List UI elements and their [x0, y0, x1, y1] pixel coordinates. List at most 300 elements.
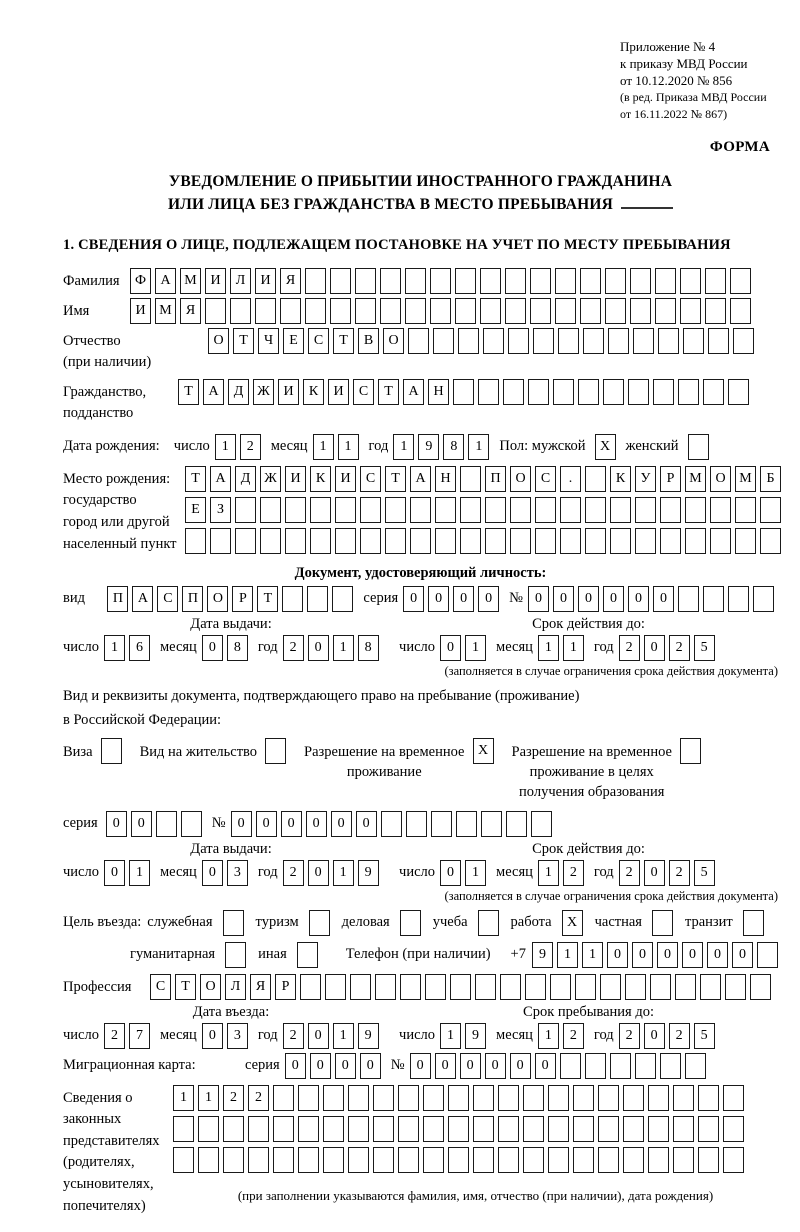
- char-cell[interactable]: [300, 974, 321, 1000]
- char-cell[interactable]: А: [155, 268, 176, 294]
- char-cell[interactable]: [423, 1147, 444, 1173]
- char-cell[interactable]: [355, 298, 376, 324]
- char-cell[interactable]: С: [150, 974, 171, 1000]
- char-cell[interactable]: 5: [694, 860, 715, 886]
- char-cell[interactable]: [580, 298, 601, 324]
- char-cell[interactable]: [528, 379, 549, 405]
- char-cell[interactable]: [723, 1116, 744, 1142]
- char-cell[interactable]: 8: [358, 635, 379, 661]
- char-cell[interactable]: [608, 328, 629, 354]
- char-cell[interactable]: 0: [578, 586, 599, 612]
- char-cell[interactable]: Д: [228, 379, 249, 405]
- char-cell[interactable]: 0: [131, 811, 152, 837]
- char-cell[interactable]: З: [210, 497, 231, 523]
- char-cell[interactable]: Е: [283, 328, 304, 354]
- char-cell[interactable]: [660, 1053, 681, 1079]
- char-cell[interactable]: Р: [275, 974, 296, 1000]
- char-cell[interactable]: [455, 268, 476, 294]
- char-cell[interactable]: 8: [443, 434, 464, 460]
- char-cell[interactable]: [185, 528, 206, 554]
- char-cell[interactable]: 0: [281, 811, 302, 837]
- char-cell[interactable]: [431, 811, 452, 837]
- char-cell[interactable]: [498, 1147, 519, 1173]
- char-cell[interactable]: Д: [235, 466, 256, 492]
- char-cell[interactable]: [408, 328, 429, 354]
- char-cell[interactable]: 0: [644, 1023, 665, 1049]
- char-cell[interactable]: 0: [231, 811, 252, 837]
- char-cell[interactable]: [703, 586, 724, 612]
- char-cell[interactable]: М: [155, 298, 176, 324]
- char-cell[interactable]: 1: [465, 860, 486, 886]
- char-cell[interactable]: 2: [563, 860, 584, 886]
- char-cell[interactable]: [635, 528, 656, 554]
- char-cell[interactable]: Т: [257, 586, 278, 612]
- char-cell[interactable]: 2: [669, 860, 690, 886]
- char-cell[interactable]: М: [685, 466, 706, 492]
- char-cell[interactable]: 1: [338, 434, 359, 460]
- char-cell[interactable]: [480, 268, 501, 294]
- char-cell[interactable]: 0: [632, 942, 653, 968]
- char-cell[interactable]: 0: [428, 586, 449, 612]
- char-cell[interactable]: Р: [660, 466, 681, 492]
- char-cell[interactable]: Ф: [130, 268, 151, 294]
- char-cell[interactable]: [698, 1116, 719, 1142]
- char-cell[interactable]: [305, 298, 326, 324]
- char-cell[interactable]: 0: [256, 811, 277, 837]
- char-cell[interactable]: [735, 528, 756, 554]
- char-cell[interactable]: [558, 328, 579, 354]
- char-cell[interactable]: М: [735, 466, 756, 492]
- char-cell[interactable]: 0: [644, 635, 665, 661]
- char-cell[interactable]: 1: [440, 1023, 461, 1049]
- purpose-business-checkbox[interactable]: [400, 910, 421, 936]
- char-cell[interactable]: 0: [707, 942, 728, 968]
- char-cell[interactable]: [523, 1085, 544, 1111]
- char-cell[interactable]: Т: [185, 466, 206, 492]
- char-cell[interactable]: 0: [478, 586, 499, 612]
- char-cell[interactable]: [398, 1147, 419, 1173]
- char-cell[interactable]: [730, 268, 751, 294]
- char-cell[interactable]: [506, 811, 527, 837]
- char-cell[interactable]: [760, 497, 781, 523]
- gender-male-checkbox[interactable]: X: [595, 434, 616, 460]
- char-cell[interactable]: 2: [248, 1085, 269, 1111]
- char-cell[interactable]: 0: [106, 811, 127, 837]
- char-cell[interactable]: [653, 379, 674, 405]
- char-cell[interactable]: [750, 974, 771, 1000]
- char-cell[interactable]: [548, 1085, 569, 1111]
- char-cell[interactable]: [530, 298, 551, 324]
- char-cell[interactable]: [173, 1116, 194, 1142]
- char-cell[interactable]: [705, 268, 726, 294]
- char-cell[interactable]: [555, 268, 576, 294]
- char-cell[interactable]: [405, 298, 426, 324]
- char-cell[interactable]: [735, 497, 756, 523]
- char-cell[interactable]: [635, 497, 656, 523]
- char-cell[interactable]: [430, 298, 451, 324]
- char-cell[interactable]: 2: [283, 635, 304, 661]
- char-cell[interactable]: Л: [230, 268, 251, 294]
- char-cell[interactable]: 0: [308, 860, 329, 886]
- char-cell[interactable]: А: [403, 379, 424, 405]
- char-cell[interactable]: [760, 528, 781, 554]
- char-cell[interactable]: [728, 379, 749, 405]
- char-cell[interactable]: [610, 497, 631, 523]
- char-cell[interactable]: [680, 298, 701, 324]
- char-cell[interactable]: 1: [538, 860, 559, 886]
- char-cell[interactable]: 9: [532, 942, 553, 968]
- char-cell[interactable]: 5: [694, 1023, 715, 1049]
- char-cell[interactable]: [703, 379, 724, 405]
- char-cell[interactable]: [280, 298, 301, 324]
- char-cell[interactable]: И: [278, 379, 299, 405]
- char-cell[interactable]: 1: [557, 942, 578, 968]
- char-cell[interactable]: 0: [335, 1053, 356, 1079]
- char-cell[interactable]: 0: [553, 586, 574, 612]
- char-cell[interactable]: [658, 328, 679, 354]
- char-cell[interactable]: 0: [644, 860, 665, 886]
- char-cell[interactable]: [373, 1147, 394, 1173]
- char-cell[interactable]: 0: [460, 1053, 481, 1079]
- char-cell[interactable]: [635, 1053, 656, 1079]
- purpose-private-checkbox[interactable]: [652, 910, 673, 936]
- char-cell[interactable]: [655, 298, 676, 324]
- char-cell[interactable]: 1: [333, 635, 354, 661]
- char-cell[interactable]: [723, 1147, 744, 1173]
- char-cell[interactable]: [531, 811, 552, 837]
- char-cell[interactable]: [381, 811, 402, 837]
- char-cell[interactable]: Н: [428, 379, 449, 405]
- char-cell[interactable]: Я: [280, 268, 301, 294]
- char-cell[interactable]: [505, 268, 526, 294]
- purpose-transit-checkbox[interactable]: [743, 910, 764, 936]
- char-cell[interactable]: 0: [356, 811, 377, 837]
- char-cell[interactable]: 0: [403, 586, 424, 612]
- char-cell[interactable]: [260, 528, 281, 554]
- char-cell[interactable]: Ч: [258, 328, 279, 354]
- char-cell[interactable]: [525, 974, 546, 1000]
- purpose-study-checkbox[interactable]: [478, 910, 499, 936]
- char-cell[interactable]: [698, 1085, 719, 1111]
- char-cell[interactable]: [448, 1116, 469, 1142]
- char-cell[interactable]: [425, 974, 446, 1000]
- char-cell[interactable]: [625, 974, 646, 1000]
- char-cell[interactable]: 3: [227, 860, 248, 886]
- char-cell[interactable]: О: [208, 328, 229, 354]
- char-cell[interactable]: [485, 528, 506, 554]
- char-cell[interactable]: [535, 528, 556, 554]
- char-cell[interactable]: [683, 328, 704, 354]
- char-cell[interactable]: 8: [227, 635, 248, 661]
- visa-checkbox[interactable]: [101, 738, 122, 764]
- char-cell[interactable]: О: [200, 974, 221, 1000]
- char-cell[interactable]: С: [157, 586, 178, 612]
- char-cell[interactable]: 1: [563, 635, 584, 661]
- char-cell[interactable]: [610, 528, 631, 554]
- char-cell[interactable]: [505, 298, 526, 324]
- char-cell[interactable]: 2: [619, 860, 640, 886]
- char-cell[interactable]: К: [303, 379, 324, 405]
- char-cell[interactable]: [335, 497, 356, 523]
- char-cell[interactable]: [700, 974, 721, 1000]
- char-cell[interactable]: [523, 1116, 544, 1142]
- char-cell[interactable]: [498, 1085, 519, 1111]
- char-cell[interactable]: О: [207, 586, 228, 612]
- char-cell[interactable]: П: [107, 586, 128, 612]
- char-cell[interactable]: [530, 268, 551, 294]
- char-cell[interactable]: [480, 298, 501, 324]
- char-cell[interactable]: [733, 328, 754, 354]
- char-cell[interactable]: [705, 298, 726, 324]
- char-cell[interactable]: [560, 528, 581, 554]
- char-cell[interactable]: [600, 974, 621, 1000]
- char-cell[interactable]: [728, 586, 749, 612]
- char-cell[interactable]: 0: [435, 1053, 456, 1079]
- char-cell[interactable]: А: [210, 466, 231, 492]
- char-cell[interactable]: 1: [104, 635, 125, 661]
- char-cell[interactable]: [685, 497, 706, 523]
- char-cell[interactable]: 0: [607, 942, 628, 968]
- char-cell[interactable]: 1: [582, 942, 603, 968]
- char-cell[interactable]: 0: [453, 586, 474, 612]
- char-cell[interactable]: [453, 379, 474, 405]
- char-cell[interactable]: [623, 1147, 644, 1173]
- char-cell[interactable]: И: [285, 466, 306, 492]
- char-cell[interactable]: [553, 379, 574, 405]
- char-cell[interactable]: [603, 379, 624, 405]
- char-cell[interactable]: [673, 1085, 694, 1111]
- char-cell[interactable]: [710, 528, 731, 554]
- char-cell[interactable]: [223, 1116, 244, 1142]
- char-cell[interactable]: 9: [418, 434, 439, 460]
- char-cell[interactable]: А: [410, 466, 431, 492]
- char-cell[interactable]: И: [130, 298, 151, 324]
- char-cell[interactable]: [708, 328, 729, 354]
- char-cell[interactable]: [578, 379, 599, 405]
- char-cell[interactable]: 3: [227, 1023, 248, 1049]
- char-cell[interactable]: 9: [465, 1023, 486, 1049]
- char-cell[interactable]: [481, 811, 502, 837]
- char-cell[interactable]: [298, 1147, 319, 1173]
- char-cell[interactable]: [730, 298, 751, 324]
- char-cell[interactable]: [598, 1085, 619, 1111]
- char-cell[interactable]: [460, 466, 481, 492]
- char-cell[interactable]: 0: [440, 860, 461, 886]
- char-cell[interactable]: [685, 1053, 706, 1079]
- char-cell[interactable]: [423, 1085, 444, 1111]
- char-cell[interactable]: Т: [333, 328, 354, 354]
- char-cell[interactable]: Р: [232, 586, 253, 612]
- char-cell[interactable]: [573, 1147, 594, 1173]
- char-cell[interactable]: Т: [175, 974, 196, 1000]
- char-cell[interactable]: С: [360, 466, 381, 492]
- char-cell[interactable]: 1: [538, 1023, 559, 1049]
- char-cell[interactable]: [433, 328, 454, 354]
- char-cell[interactable]: [458, 328, 479, 354]
- char-cell[interactable]: 1: [313, 434, 334, 460]
- char-cell[interactable]: [448, 1147, 469, 1173]
- char-cell[interactable]: 0: [535, 1053, 556, 1079]
- char-cell[interactable]: [456, 811, 477, 837]
- char-cell[interactable]: 5: [694, 635, 715, 661]
- char-cell[interactable]: [475, 974, 496, 1000]
- char-cell[interactable]: [210, 528, 231, 554]
- purpose-other-checkbox[interactable]: [297, 942, 318, 968]
- char-cell[interactable]: 2: [283, 1023, 304, 1049]
- char-cell[interactable]: 1: [198, 1085, 219, 1111]
- char-cell[interactable]: [285, 497, 306, 523]
- char-cell[interactable]: О: [383, 328, 404, 354]
- char-cell[interactable]: У: [635, 466, 656, 492]
- char-cell[interactable]: 2: [283, 860, 304, 886]
- char-cell[interactable]: 0: [285, 1053, 306, 1079]
- char-cell[interactable]: [500, 974, 521, 1000]
- char-cell[interactable]: Я: [250, 974, 271, 1000]
- char-cell[interactable]: [508, 328, 529, 354]
- char-cell[interactable]: [548, 1147, 569, 1173]
- char-cell[interactable]: Т: [178, 379, 199, 405]
- char-cell[interactable]: [678, 379, 699, 405]
- char-cell[interactable]: [660, 497, 681, 523]
- residence-permit-checkbox[interactable]: [265, 738, 286, 764]
- char-cell[interactable]: М: [180, 268, 201, 294]
- char-cell[interactable]: [555, 298, 576, 324]
- char-cell[interactable]: П: [485, 466, 506, 492]
- char-cell[interactable]: О: [510, 466, 531, 492]
- char-cell[interactable]: [335, 528, 356, 554]
- char-cell[interactable]: [406, 811, 427, 837]
- char-cell[interactable]: [273, 1147, 294, 1173]
- char-cell[interactable]: [648, 1085, 669, 1111]
- char-cell[interactable]: Ж: [253, 379, 274, 405]
- char-cell[interactable]: [648, 1116, 669, 1142]
- char-cell[interactable]: [305, 268, 326, 294]
- char-cell[interactable]: Я: [180, 298, 201, 324]
- char-cell[interactable]: [585, 466, 606, 492]
- char-cell[interactable]: [410, 497, 431, 523]
- char-cell[interactable]: [685, 528, 706, 554]
- char-cell[interactable]: [650, 974, 671, 1000]
- char-cell[interactable]: [448, 1085, 469, 1111]
- char-cell[interactable]: С: [535, 466, 556, 492]
- char-cell[interactable]: [455, 298, 476, 324]
- char-cell[interactable]: 0: [657, 942, 678, 968]
- char-cell[interactable]: [355, 268, 376, 294]
- char-cell[interactable]: [181, 811, 202, 837]
- char-cell[interactable]: [673, 1147, 694, 1173]
- char-cell[interactable]: [585, 528, 606, 554]
- char-cell[interactable]: [205, 298, 226, 324]
- char-cell[interactable]: 0: [202, 1023, 223, 1049]
- char-cell[interactable]: [623, 1085, 644, 1111]
- char-cell[interactable]: Ж: [260, 466, 281, 492]
- char-cell[interactable]: [385, 528, 406, 554]
- char-cell[interactable]: 9: [358, 1023, 379, 1049]
- char-cell[interactable]: [533, 328, 554, 354]
- char-cell[interactable]: [398, 1116, 419, 1142]
- char-cell[interactable]: [550, 974, 571, 1000]
- char-cell[interactable]: Л: [225, 974, 246, 1000]
- char-cell[interactable]: [323, 1147, 344, 1173]
- char-cell[interactable]: 2: [669, 1023, 690, 1049]
- char-cell[interactable]: И: [328, 379, 349, 405]
- char-cell[interactable]: [410, 528, 431, 554]
- char-cell[interactable]: [223, 1147, 244, 1173]
- char-cell[interactable]: [198, 1147, 219, 1173]
- char-cell[interactable]: 1: [129, 860, 150, 886]
- char-cell[interactable]: [460, 528, 481, 554]
- char-cell[interactable]: [610, 1053, 631, 1079]
- char-cell[interactable]: [725, 974, 746, 1000]
- char-cell[interactable]: [273, 1116, 294, 1142]
- char-cell[interactable]: [473, 1147, 494, 1173]
- char-cell[interactable]: 0: [310, 1053, 331, 1079]
- char-cell[interactable]: [630, 268, 651, 294]
- char-cell[interactable]: 2: [563, 1023, 584, 1049]
- char-cell[interactable]: [675, 974, 696, 1000]
- char-cell[interactable]: Т: [385, 466, 406, 492]
- char-cell[interactable]: [310, 528, 331, 554]
- char-cell[interactable]: [478, 379, 499, 405]
- char-cell[interactable]: [255, 298, 276, 324]
- char-cell[interactable]: [330, 298, 351, 324]
- char-cell[interactable]: 0: [528, 586, 549, 612]
- char-cell[interactable]: С: [353, 379, 374, 405]
- char-cell[interactable]: [510, 528, 531, 554]
- char-cell[interactable]: [173, 1147, 194, 1173]
- char-cell[interactable]: [605, 268, 626, 294]
- char-cell[interactable]: Т: [233, 328, 254, 354]
- char-cell[interactable]: [523, 1147, 544, 1173]
- char-cell[interactable]: [648, 1147, 669, 1173]
- char-cell[interactable]: Н: [435, 466, 456, 492]
- char-cell[interactable]: [330, 268, 351, 294]
- char-cell[interactable]: [498, 1116, 519, 1142]
- char-cell[interactable]: [400, 974, 421, 1000]
- char-cell[interactable]: [235, 497, 256, 523]
- char-cell[interactable]: [723, 1085, 744, 1111]
- char-cell[interactable]: [633, 328, 654, 354]
- char-cell[interactable]: 2: [223, 1085, 244, 1111]
- char-cell[interactable]: 2: [669, 635, 690, 661]
- char-cell[interactable]: [235, 528, 256, 554]
- char-cell[interactable]: И: [255, 268, 276, 294]
- char-cell[interactable]: [348, 1116, 369, 1142]
- char-cell[interactable]: [285, 528, 306, 554]
- char-cell[interactable]: [560, 497, 581, 523]
- char-cell[interactable]: 1: [333, 860, 354, 886]
- char-cell[interactable]: [680, 268, 701, 294]
- char-cell[interactable]: 6: [129, 635, 150, 661]
- char-cell[interactable]: [380, 268, 401, 294]
- char-cell[interactable]: [460, 497, 481, 523]
- char-cell[interactable]: 0: [410, 1053, 431, 1079]
- char-cell[interactable]: 1: [173, 1085, 194, 1111]
- char-cell[interactable]: [435, 528, 456, 554]
- char-cell[interactable]: 0: [360, 1053, 381, 1079]
- char-cell[interactable]: [350, 974, 371, 1000]
- char-cell[interactable]: [307, 586, 328, 612]
- char-cell[interactable]: [598, 1116, 619, 1142]
- char-cell[interactable]: 0: [510, 1053, 531, 1079]
- char-cell[interactable]: [430, 268, 451, 294]
- char-cell[interactable]: [230, 298, 251, 324]
- char-cell[interactable]: 1: [465, 635, 486, 661]
- char-cell[interactable]: .: [560, 466, 581, 492]
- char-cell[interactable]: [585, 497, 606, 523]
- temp-residence-checkbox[interactable]: X: [473, 738, 494, 764]
- char-cell[interactable]: [373, 1085, 394, 1111]
